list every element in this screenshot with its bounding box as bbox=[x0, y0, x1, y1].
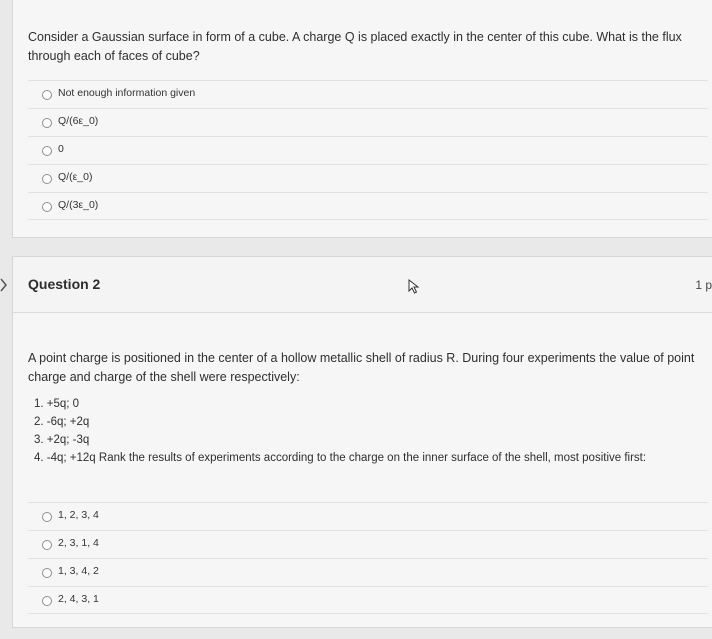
list-item: 1. +5q; 0 bbox=[34, 398, 80, 410]
radio-button[interactable] bbox=[42, 540, 52, 550]
radio-button[interactable] bbox=[42, 568, 52, 578]
option-label: Not enough information given bbox=[58, 87, 196, 99]
question-1-option[interactable] bbox=[28, 108, 708, 136]
radio-button[interactable] bbox=[42, 118, 52, 128]
question-1-option[interactable] bbox=[28, 192, 708, 220]
question-1-option[interactable] bbox=[28, 164, 708, 192]
list-item: 3. +2q; -3q bbox=[34, 434, 90, 446]
question-2-option[interactable] bbox=[28, 558, 708, 586]
radio-button[interactable] bbox=[42, 202, 52, 212]
list-item: 2. -6q; +2q bbox=[34, 416, 90, 428]
question-1-panel bbox=[12, 0, 712, 238]
radio-button[interactable] bbox=[42, 90, 52, 100]
question-2-option[interactable] bbox=[28, 502, 708, 530]
mouse-cursor-icon bbox=[408, 279, 420, 295]
option-label: Q/(6ε_0) bbox=[58, 115, 99, 127]
question-title: Question 2 bbox=[28, 276, 101, 292]
option-label: Q/(3ε_0) bbox=[58, 199, 99, 211]
question-2-option[interactable] bbox=[28, 530, 708, 558]
experiment-list bbox=[34, 395, 646, 467]
radio-button[interactable] bbox=[42, 174, 52, 184]
radio-button[interactable] bbox=[42, 596, 52, 606]
option-label: Q/(ε_0) bbox=[58, 171, 93, 183]
list-item: 4. -4q; +12q Rank the results of experiments according to the charge on the inner surface of the shell, most positive first: bbox=[34, 452, 647, 464]
question-1-option[interactable] bbox=[28, 80, 708, 108]
option-label: 2, 4, 3, 1 bbox=[58, 593, 99, 605]
question-1-prompt: Consider a Gaussian surface in form of a cube. A charge Q is placed exactly in the center of this cube. What is the flux through each of faces of cube? bbox=[28, 30, 682, 63]
question-2-prompt: A point charge is positioned in the center of a hollow metallic shell of radius R. During four experiments the value of point charge and charge of the shell were respectively: bbox=[28, 351, 695, 384]
question-points: 1 p bbox=[695, 278, 712, 292]
question-2-header bbox=[13, 257, 712, 313]
question-2-option[interactable] bbox=[28, 586, 708, 614]
chevron-right-icon[interactable] bbox=[0, 278, 8, 292]
radio-button[interactable] bbox=[42, 512, 52, 522]
question-2-panel bbox=[12, 256, 712, 628]
radio-button[interactable] bbox=[42, 146, 52, 156]
option-label: 1, 3, 4, 2 bbox=[58, 565, 99, 577]
option-label: 1, 2, 3, 4 bbox=[58, 509, 99, 521]
option-label: 0 bbox=[58, 143, 64, 155]
option-label: 2, 3, 1, 4 bbox=[58, 537, 99, 549]
question-1-option[interactable] bbox=[28, 136, 708, 164]
